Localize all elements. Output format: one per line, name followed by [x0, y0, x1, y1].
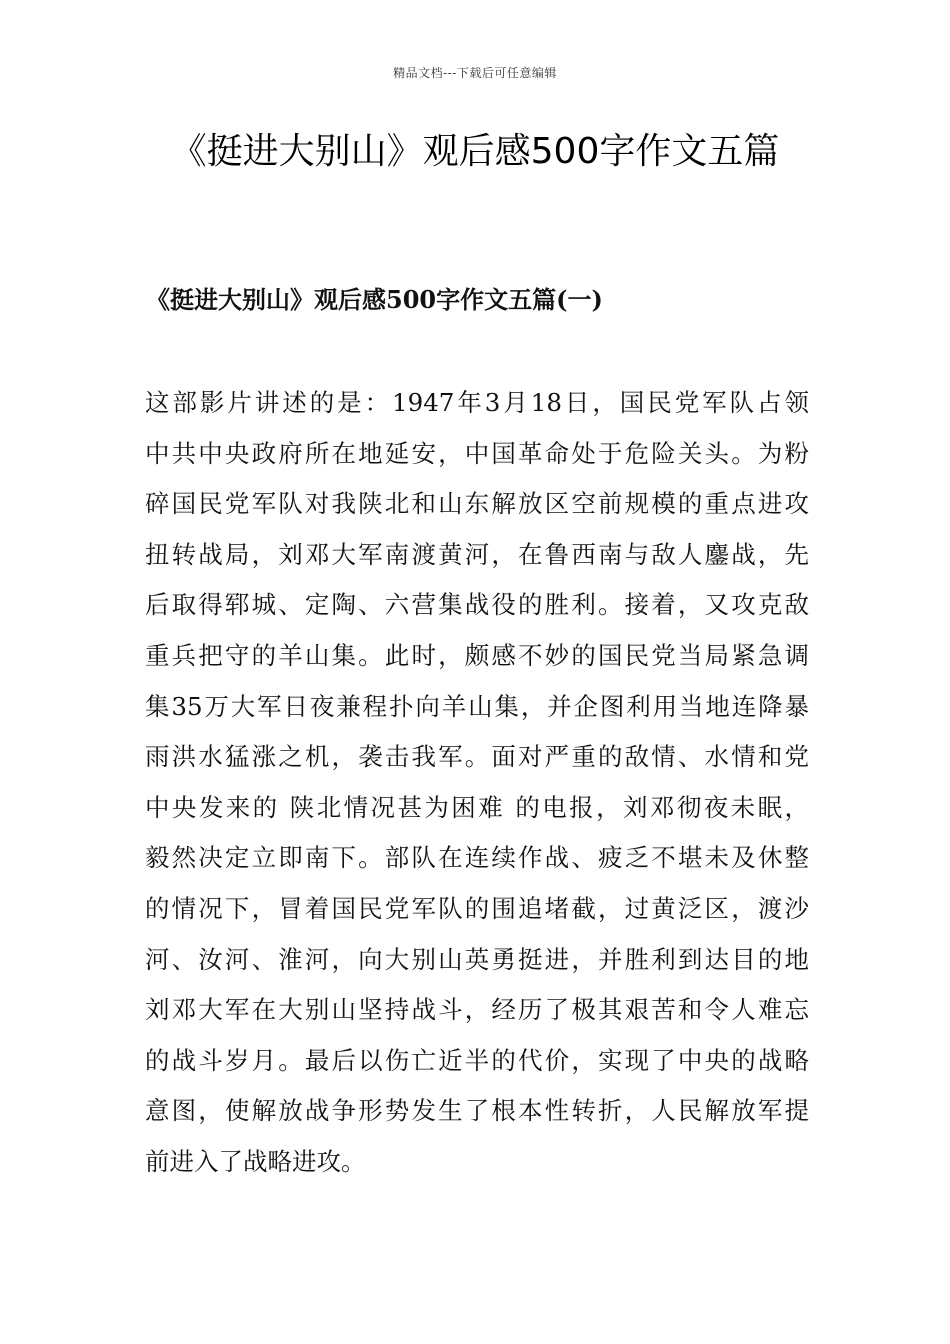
paragraph-line: 的情况下，冒着国民党军队的围追堵截，过黄泛区，渡沙 [145, 893, 809, 923]
paragraph-line: 中共中央政府所在地延安，中国革命处于危险关头。为粉 [145, 438, 809, 468]
paragraph-line: 重兵把守的羊山集。此时，颇感不妙的国民党当局紧急调 [145, 640, 809, 670]
paragraph-line: 碎国民党军队对我陕北和山东解放区空前规模的重点进攻 [145, 489, 809, 519]
paragraph-line: 刘邓大军在大别山坚持战斗，经历了极其艰苦和令人难忘 [145, 995, 809, 1025]
paragraph-line: 河、汝河、淮河，向大别山英勇挺进，并胜利到达目的地 [145, 944, 809, 974]
paragraph-line: 毅然决定立即南下。部队在连续作战、疲乏不堪未及休整 [145, 843, 809, 873]
section-heading: 《挺进大别山》观后感500字作文五篇(一) [146, 285, 603, 314]
header-note: 精品文档---下载后可任意编辑 [393, 66, 557, 80]
paragraph-line: 扭转战局，刘邓大军南渡黄河，在鲁西南与敌人鏖战，先 [145, 539, 809, 569]
paragraph-line: 中央发来的 陕北情况甚为困难 的电报，刘邓彻夜未眠， [145, 792, 809, 822]
paragraph-line: 这部影片讲述的是：1947年3月18日，国民党军队占领 [145, 388, 809, 417]
paragraph-line: 集35万大军日夜兼程扑向羊山集，并企图利用当地连降暴 [145, 691, 809, 721]
paragraph-line: 雨洪水猛涨之机，袭击我军。面对严重的敌情、水情和党 [145, 742, 809, 772]
document-title: 《挺进大别山》观后感500字作文五篇 [170, 131, 780, 172]
paragraph-line: 前进入了战略进攻。 [145, 1146, 366, 1176]
paragraph-line: 后取得郓城、定陶、六营集战役的胜利。接着，又攻克敌 [145, 590, 809, 620]
paragraph-line: 的战斗岁月。最后以伤亡近半的代价，实现了中央的战略 [145, 1045, 809, 1075]
paragraph-line: 意图，使解放战争形势发生了根本性转折，人民解放军提 [145, 1096, 809, 1126]
body-paragraph [145, 378, 809, 1188]
